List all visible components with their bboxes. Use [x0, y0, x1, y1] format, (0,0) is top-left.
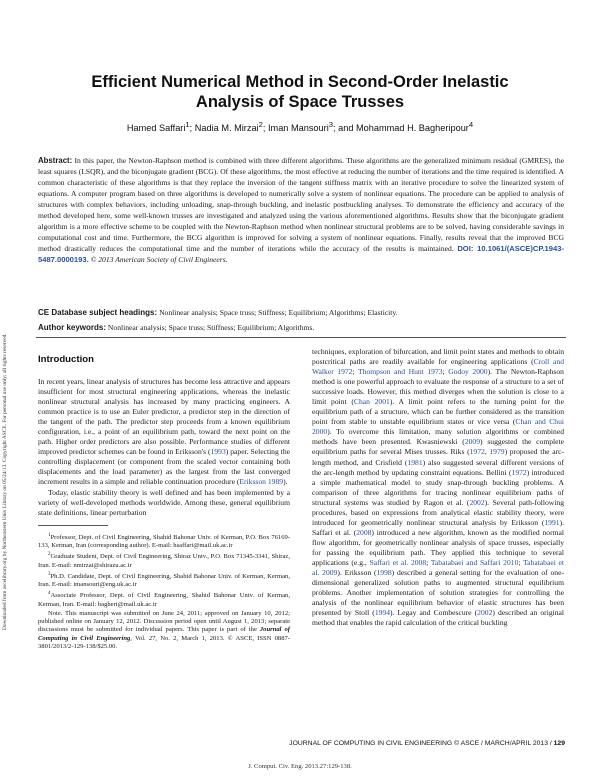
citation-link[interactable]: Croll and Walker 1972	[312, 357, 564, 377]
citation-link[interactable]: 2002	[469, 497, 485, 507]
author-2: Nadia M. Mirzai	[194, 123, 259, 134]
divider	[36, 337, 566, 338]
title-line-1: Efficient Numerical Method in Second-Order Inelastic	[91, 73, 509, 91]
ce-database-headings	[38, 308, 564, 318]
abstract-body: In this paper, the Newton-Raphson method is combined with three different algorithms. These algorithms are the generalized minimum residual (GMRES), the least squares (LSQR), and the biconjugate gradient (BCG). Of these algorithms, the most effective at reducing the number of iterations and the time required is identified. A common characteristic of these algorithms is that they replace the inversion of the tangent stiffness matrix with an iterative procedure to solve the linearized system of equations. A computer program based on three algorithms is developed to numerically solve a system of nonlinear equations. The procedure can be applied to analysis of structures with complex behaviors, including unloading, snap-through buckling, and inelastic postbuckling analyses. To demonstrate the efficiency and accuracy of the method developed here, some well-known trusses are investigated and analyzed using the various aforementioned algorithms. Results show that the biconjugate gradient algorithm is a more effective scheme to be coupled with the Newton-Raphson method when nonlinear structural problems are to be solved, having considerable savings in computational cost and time. Furthermore, the BCG algorithm is improved for solving a system of nonlinear equations. Finally, results reveal that the improved BCG method drastically reduces the computational time and the number of iterations while the accuracy of the results is maintained.	[38, 156, 564, 253]
citation-link[interactable]: 1998	[376, 568, 392, 578]
author-3-mark: 3	[328, 120, 334, 129]
citation-link[interactable]: Godoy 2000	[448, 367, 488, 377]
abstract-label: Abstract:	[38, 156, 73, 165]
citation-link[interactable]: Thompson and Hunt 1973	[358, 367, 443, 377]
author-1-mark: 1	[185, 120, 190, 129]
manuscript-note: Note. This manuscript was submitted on June 24, 2011; approved on January 10, 2012; published online on January 12, 2012. Discussion period open until August 1, 2013; separate discussions must be submitted for individual papers. This paper is part of the Journal of Computing in Civil Engineering, Vol. 27, No. 2, March 1, 2013. © ASCE, ISSN 0887-3801/2013/2-129-138/$25.00.	[38, 609, 290, 651]
intro-paragraph-2: Today, elastic stability theory is well defined and has been implemented by a variety of well-developed methods worldwide. Among these, general equilibrium state definitions, linear perturbation	[38, 487, 290, 517]
author-4: and Mohammad H. Bagheripour	[338, 123, 469, 134]
right-column	[312, 347, 564, 628]
running-footer-journal: JOURNAL OF COMPUTING IN CIVIL ENGINEERING © ASCE / MARCH/APRIL 2013 /	[289, 740, 554, 747]
citation-link[interactable]: 1981	[407, 457, 423, 467]
right-column-text: techniques, exploration of bifurcation, and limit point states and methods to obtain postcritical paths are readily available for engineering applications (Croll and Walker 1972; Thompson and Hunt 1973; Godoy 2000). The Newton-Raphson method is one powerful approach to evaluate the response of a structure to a set of successive loads. However, this method diverges when the solution is close to a limit point (Chan 2001). A limit point refers to the turning point for the equilibrium path of a structure, which can be further considered as the transition point from stable to unstable equilibrium states or vice versa (Chan and Chui 2000). To overcome this limitation, many solution algorithms or combined methods have been presented. Kwasniewski (2009) suggested the complete equilibrium paths for several Mises trusses. Riks (1972, 1979) proposed the arc-length method, and Crisfield (1981) also suggested several different versions of the arc-length method by updating constraint equations. Bellini (1972) introduced a simple mathematical model to study snap-through buckling problems. A comparison of three algorithms for tracing nonlinear equilibrium paths of structural systems was studied by Ragon et al. (2002). Several path-following procedures, based on expressions from analytical elastic stability theory, were introduced for geometrically nonlinear structural analysis by Eriksson (1991). Saffari et al. (2008) introduced a new algorithm, known as the modified normal flow algorithm, for geometrically nonlinear analysis of space trusses, especially for passing the equilibrium path. They applied this technique to several applications (e.g., Saffari et al. 2008; Tabatabaei and Saffari 2010; Tabatabaei et al. 2009). Eriksson (1998) described a general setting for the evaluation of one-dimensional generalized solution paths to augmented structural equilibrium problems. Another implementation of solution strategies for controlling the analysis of the nonlinear equilibrium behavior of elastic structures has been presented by Stoll (1994). Legay and Combescure (2002) described an original method that enables the rapid calculation of the critical buckling	[312, 347, 565, 628]
running-footer	[200, 740, 565, 747]
abstract	[38, 156, 564, 266]
footnote-divider	[38, 525, 108, 526]
download-notice-text: Downloaded from ascelibrary.org by Northeastern Univ Library on 05/24/13. Copyright ASCE. For personal use only; all rights reserved.	[2, 333, 8, 630]
left-column	[38, 348, 290, 652]
journal-name: Journal of Computing in Civil Engineering	[38, 626, 290, 642]
citation-link[interactable]: 2002	[477, 608, 493, 618]
author-3: Iman Mansouri	[267, 123, 329, 134]
article-title	[60, 72, 540, 112]
page-number: 129	[553, 740, 565, 747]
download-notice	[2, 160, 12, 630]
citation-link[interactable]: Tabatabaei and Saffari 2010	[430, 557, 519, 567]
ce-headings-value: Nonlinear analysis; Space truss; Stiffness; Equilibrium; Algorithms; Elasticity.	[159, 308, 398, 317]
citation-link[interactable]: 2009	[464, 437, 481, 447]
citation-link[interactable]: Chan 2001	[353, 397, 390, 407]
citation-link[interactable]: 1993	[210, 447, 226, 457]
footnote-3: $^3$Ph.D. Candidate, Dept. of Civil Engineering, Shahid Bahonar Univ. of Kerman, Kerman, Iran. E-mail: imansouri@eng.uk.ac.ir	[38, 571, 290, 589]
author-keywords	[38, 323, 564, 333]
section-heading-introduction: Introduction	[38, 354, 94, 365]
footnotes	[38, 532, 290, 652]
citation-link[interactable]: Chan and Chui 2000	[312, 417, 565, 437]
citation-link[interactable]: Eriksson 1989	[239, 477, 284, 487]
page-citation: J. Comput. Civ. Eng. 2013.27:129-138.	[248, 763, 352, 770]
citation-link[interactable]: Tabatabaei et al. 2009	[312, 557, 564, 578]
citation-link[interactable]: 1972	[511, 467, 527, 477]
ce-headings-label: CE Database subject headings:	[38, 308, 158, 317]
title-line-2: Analysis of Space Trusses	[195, 93, 405, 111]
footnote-1: $^1$Professor, Dept. of Civil Engineering, Shahid Bahonar Univ. of Kerman, P.O. Box 76169-133, Kerman, Iran (corresponding author). E-mail: hsaffari@mail.uk.ac.ir	[38, 532, 290, 550]
doi-link[interactable]: DOI: 10.1061/(ASCE)CP.1943-5487.0000193.	[38, 243, 564, 264]
citation-link[interactable]: 2008	[356, 527, 372, 537]
intro-paragraph-1: In recent years, linear analysis of structures has become less attractive and appears insufficient for most structural engineering applications, whereas the inelastic nonlinear structural analysis has increased by many practicing engineers. A common practice is to use an Euler predictor, a predictor step in the direction of the tangent of the path. The predictor step proceeds from a known equilibrium configuration, i.e., a point of an equilibrium path, toward the next point on the path. Higher order predictors are also possible. Performance studies of different improved predictor schemes can be found in Eriksson's (1993) paper. Selecting the controlling displacement (or component from the scaled vector containing both displacements and the load parameter) as the largest from the last converged increment results in a simple and reliable continuation procedure (Eriksson 1989).	[38, 377, 290, 487]
author-2-mark: 2	[258, 120, 263, 129]
author-keywords-label: Author keywords:	[38, 323, 107, 332]
footnote-2: $^2$Graduate Student, Dept. of Civil Engineering, Shiraz Univ., P.O. Box 71345-3341, Shiraz, Iran. E-mail: nmirzai@shirazu.ac.ir	[38, 552, 290, 569]
citation-link[interactable]: Saffari et al. 2008	[369, 557, 427, 567]
copyright-notice: © 2013 American Society of Civil Engineers.	[90, 254, 228, 264]
author-keywords-value: Nonlinear analysis; Space truss; Stiffness; Equilibrium; Algorithms.	[107, 323, 315, 332]
citation-link[interactable]: 1994	[374, 608, 390, 618]
footnote-4: $^4$Associate Professor, Dept. of Civil Engineering, Shahid Bahonar Univ. of Kerman, Kerman, Iran. E-mail: bagheri@mail.uk.ac.ir	[38, 591, 290, 608]
author-1: Hamed Saffari	[126, 123, 186, 134]
citation-link[interactable]: 1972	[469, 447, 485, 457]
citation-link[interactable]: 1979	[489, 447, 505, 457]
author-4-mark: 4	[468, 120, 474, 129]
author-list: Hamed Saffari$^1$; Nadia M. Mirzai$^2$; Iman Mansouri$^3$; and Mohammad H. Bagheripour$^4$	[126, 120, 474, 134]
citation-link[interactable]: 1991	[544, 517, 560, 527]
